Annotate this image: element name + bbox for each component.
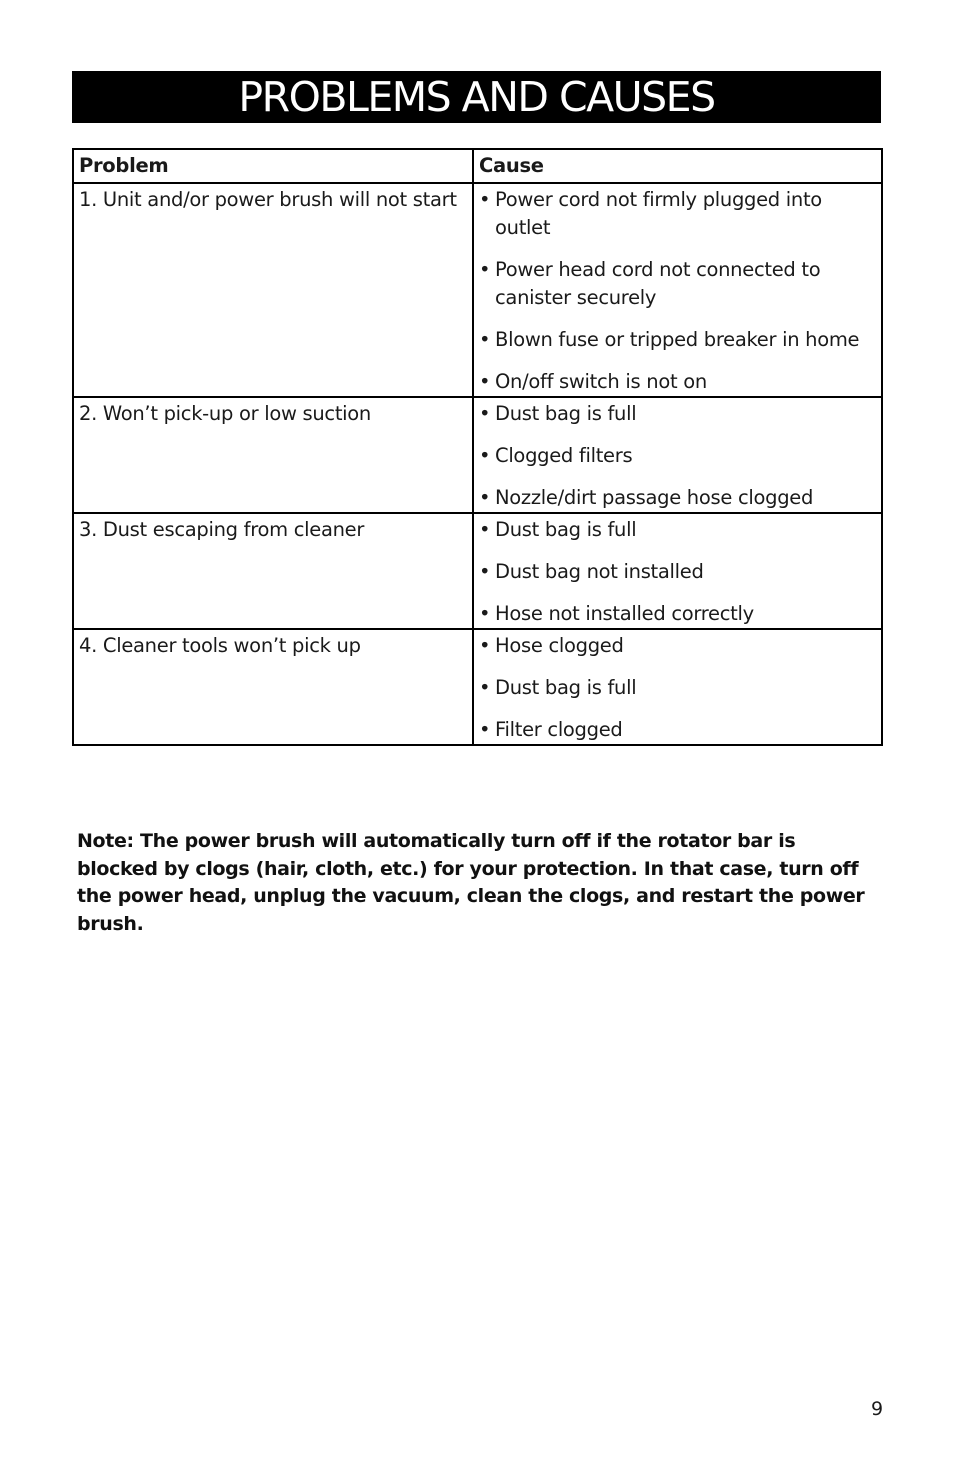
- cause-item: • Power cord not firmly plugged into outlet: [479, 186, 881, 242]
- cause-item: • Dust bag is full: [479, 674, 881, 702]
- cause-cell: [473, 513, 882, 629]
- cause-list: [479, 632, 881, 744]
- cause-column-header: Cause: [473, 149, 882, 183]
- problems-causes-table: [72, 148, 883, 746]
- cause-list: [479, 400, 881, 512]
- table-header-row: [73, 149, 882, 183]
- cause-item: • Hose clogged: [479, 632, 881, 660]
- page-title: PROBLEMS AND CAUSES: [238, 73, 715, 121]
- cause-item: • On/off switch is not on: [479, 368, 881, 396]
- table-row: [73, 629, 882, 745]
- problem-cell: 2. Won’t pick-up or low suction: [73, 397, 473, 513]
- cause-item: • Nozzle/dirt passage hose clogged: [479, 484, 881, 512]
- protection-note: Note: The power brush will automatically turn off if the rotator bar is blocked by clogs (hair, cloth, etc.) for your protection. In that case, turn off the power head, unplug the vacuum, clean the clogs, and restart the power brush.: [77, 830, 865, 935]
- cause-item: • Dust bag is full: [479, 516, 881, 544]
- problem-cell: 3. Dust escaping from cleaner: [73, 513, 473, 629]
- table-row: [73, 513, 882, 629]
- cause-item: • Blown fuse or tripped breaker in home: [479, 326, 881, 354]
- page-title-bar: [72, 71, 881, 123]
- cause-cell: [473, 183, 882, 397]
- cause-item: • Power head cord not connected to canister securely: [479, 256, 881, 312]
- table-row: [73, 397, 882, 513]
- cause-cell: [473, 629, 882, 745]
- problem-cell: 4. Cleaner tools won’t pick up: [73, 629, 473, 745]
- cause-item: • Clogged filters: [479, 442, 881, 470]
- problem-cell: 1. Unit and/or power brush will not start: [73, 183, 473, 397]
- cause-item: • Dust bag is full: [479, 400, 881, 428]
- page-number: 9: [870, 1398, 884, 1420]
- problem-column-header: Problem: [73, 149, 473, 183]
- cause-list: [479, 516, 881, 628]
- cause-cell: [473, 397, 882, 513]
- cause-item: • Dust bag not installed: [479, 558, 881, 586]
- cause-item: • Hose not installed correctly: [479, 600, 881, 628]
- table-row: [73, 183, 882, 397]
- cause-list: [479, 186, 881, 396]
- cause-item: • Filter clogged: [479, 716, 881, 744]
